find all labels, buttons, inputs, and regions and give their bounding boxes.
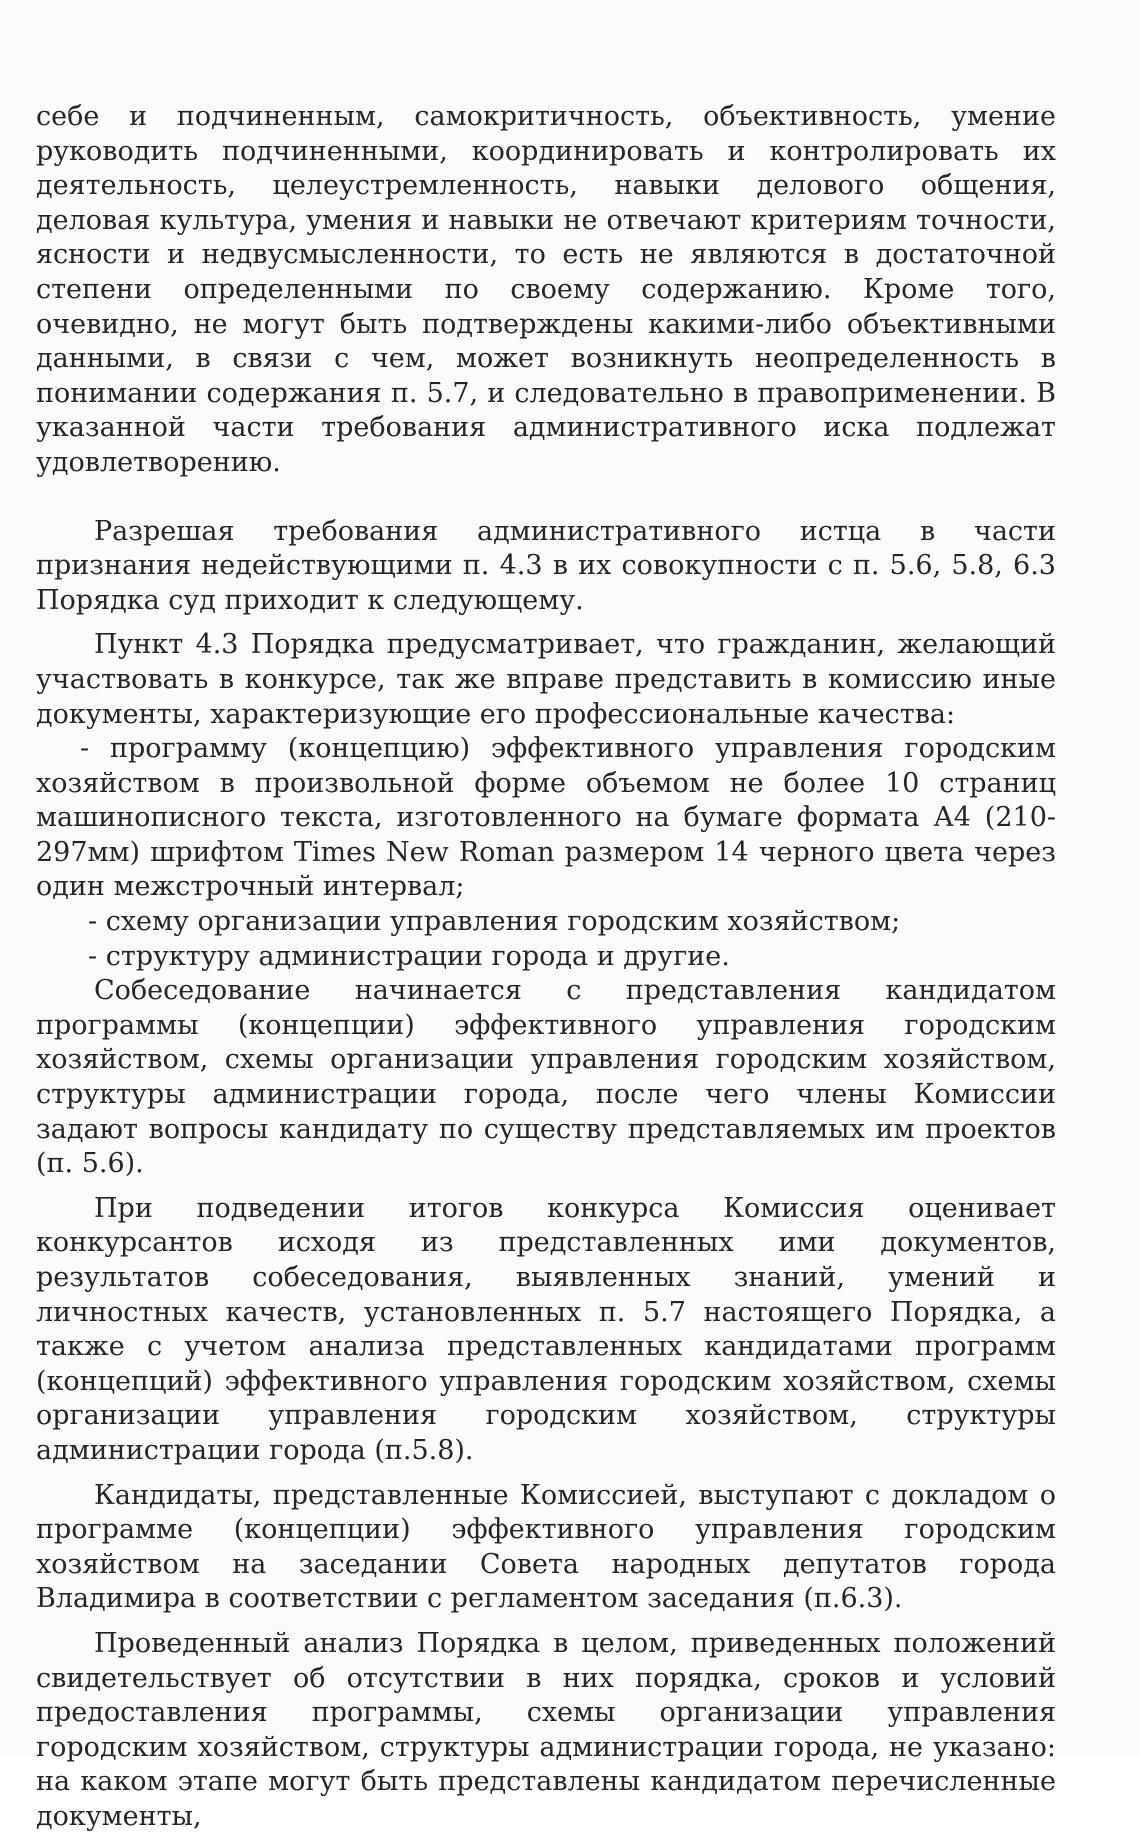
paragraph-3: Пункт 4.3 Порядка предусматривает, что гражданин, желающий участвовать в конкурсе, так же вправе представить в комиссию иные документы, характеризующие его профессиональные качества: [36, 629, 1056, 730]
paragraph-2: Разрешая требования административного истца в части признания недействующими п. 4.3 в их совокупности с п. 5.6, 5.8, 6.3 Порядка суд приходит к следующему. [36, 515, 1056, 616]
paragraph-1: себе и подчиненным, самокритичность, объективность, умение руководить подчиненными, координировать и контролировать их деятельность, целеустремленность, навыки делового общения, деловая культура, умения и навыки не отвечают критериям точности, ясности и недвусмысленности, то есть не являются в достаточной степени определенными по своему содержанию. Кроме того, очевидно, не могут быть подтверждены какими-либо объективными данными, в связи с чем, может возникнуть неопределенность в понимании содержания п. 5.7, и следовательно в правоприменении. В указанной части требования административного иска подлежат удовлетворению. [36, 101, 1056, 478]
paragraph-7: Проведенный анализ Порядка в целом, приведенных положений свидетельствует об отсутствии в них порядка, сроков и условий предоставления программы, схемы организации управления городским хозяйством, структуры администрации города, не указано: на каком этапе могут быть представлены кандидатом перечисленные документы, [36, 1627, 1056, 1832]
paragraph-5: При подведении итогов конкурса Комиссия оценивает конкурсантов исходя из представленных ими документов, результатов собеседования, выявленных знаний, умений и личностных качеств, установленных п. 5.7 настоящего Порядка, а также с учетом анализа представленных кандидатами программ (концепций) эффективного управления городским хозяйством, схемы организации управления городским хозяйством, структуры администрации города (п.5.8). [36, 1192, 1056, 1466]
list-item-structure: - структуру администрации города и другие. [88, 940, 730, 972]
list-item-scheme: - схему организации управления городским хозяйством; [88, 906, 901, 938]
paragraph-4: Собеседование начинается с представления кандидатом программы (концепции) эффективного управления городским хозяйством, схемы организации управления городским хозяйством, структуры администрации города, после чего члены Комиссии задают вопросы кандидату по существу представляемых им проектов (п. 5.6). [36, 975, 1056, 1180]
document-body [36, 100, 1056, 1835]
list-item-program: - программу (концепцию) эффективного управления городским хозяйством в произвольной форме объемом не более 10 страниц машинописного текста, изготовленного на бумаге формата А4 (210-297мм) шрифтом Times New Roman размером 14 черного цвета через один межстрочный интервал; [36, 733, 1056, 903]
paragraph-6: Кандидаты, представленные Комиссией, выступают с докладом о программе (концепции) эффективного управления городским хозяйством на заседании Совета народных депутатов города Владимира в соответствии с регламентом заседания (п.6.3). [36, 1479, 1056, 1615]
